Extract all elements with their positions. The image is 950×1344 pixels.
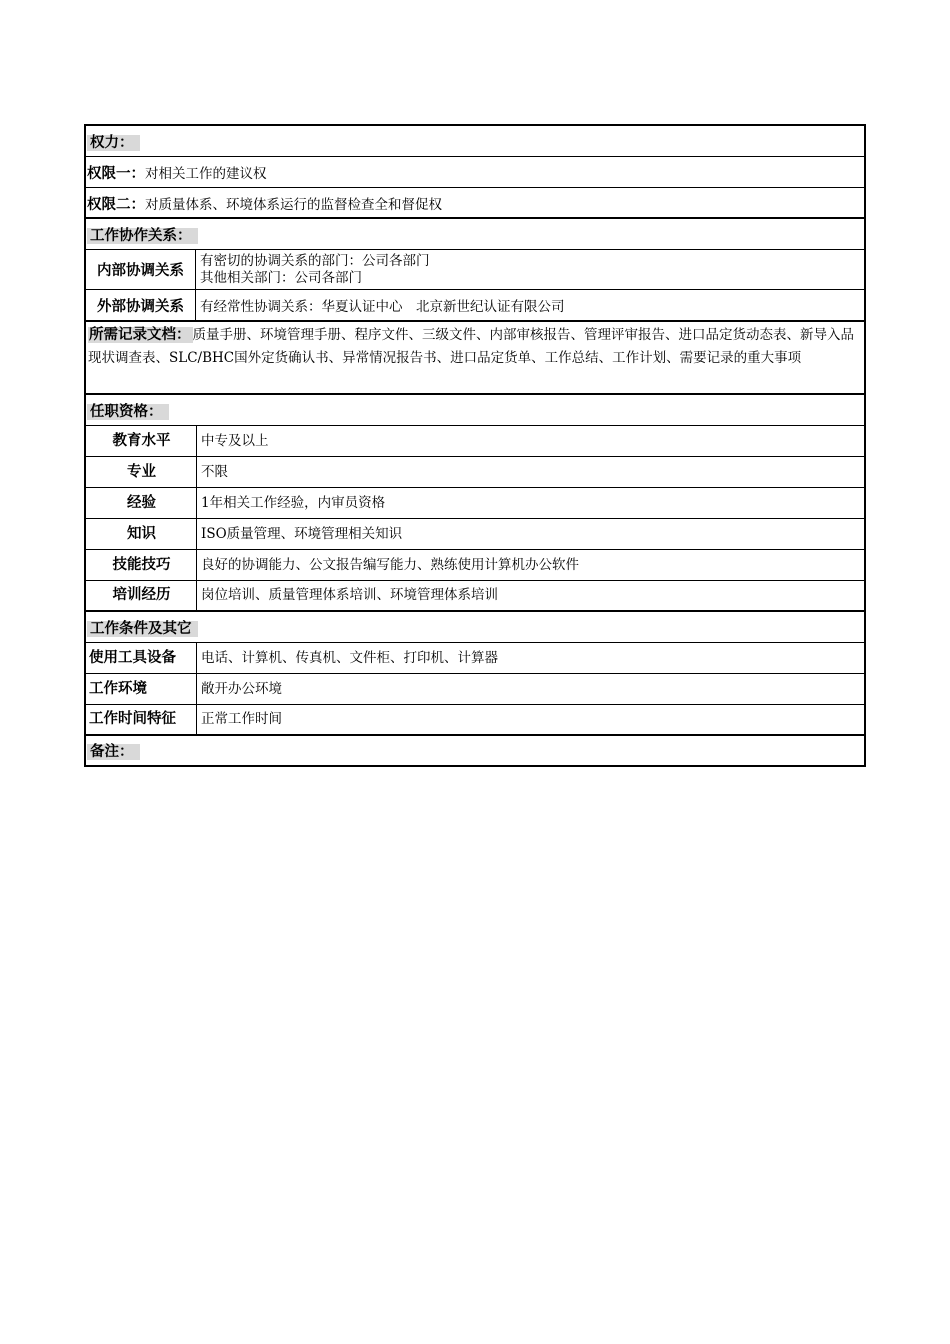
condition-label: 工作时间特征 [87, 705, 197, 734]
qualification-value: 良好的协调能力、公文报告编写能力、熟练使用计算机办公软件 [201, 556, 579, 573]
qualification-label: 技能技巧 [87, 550, 197, 580]
qualification-value: 1年相关工作经验，内审员资格 [201, 494, 386, 511]
qualification-value: 岗位培训、质量管理体系培训、环境管理体系培训 [201, 587, 498, 603]
remarks-row [86, 736, 864, 765]
qualification-row [86, 519, 864, 550]
required-records-value: 质量手册、环境管理手册、程序文件、三级文件、内部审核报告、管理评审报告、进口品定货动态表、新导入品现状调查表、SLC/BHC国外定货确认书、异常情况报告书、进口品定货单、工作总结、工作计划、需要记录的重大事项 [88, 327, 854, 366]
authority-1-label: 权限一： [87, 166, 145, 182]
condition-row [86, 643, 864, 674]
authority-2-label: 权限二： [87, 197, 145, 213]
qualification-label: 培训经历 [87, 581, 197, 610]
conditions-header: 工作条件及其它 [87, 621, 198, 637]
required-records-row [86, 322, 864, 395]
qualifications-section-header [86, 395, 864, 426]
condition-value: 电话、计算机、传真机、文件柜、打印机、计算器 [201, 649, 498, 666]
qualification-row [86, 550, 864, 581]
qualification-label: 教育水平 [87, 426, 197, 456]
power-header: 权力： [87, 135, 140, 151]
qualification-row [86, 488, 864, 519]
condition-value: 敞开办公环境 [201, 680, 282, 697]
job-description-table [84, 124, 866, 767]
qualification-row [86, 426, 864, 457]
condition-label: 使用工具设备 [87, 643, 197, 673]
power-section-header [86, 126, 864, 157]
cooperation-header: 工作协作关系： [87, 228, 198, 244]
authority-1-value: 对相关工作的建议权 [145, 166, 267, 182]
internal-coordination-label: 内部协调关系 [86, 250, 196, 289]
qualification-value: 不限 [201, 463, 228, 480]
condition-row [86, 705, 864, 736]
external-coordination-row [86, 290, 864, 322]
required-records-label: 所需记录文档： [89, 327, 191, 343]
qualification-label: 经验 [87, 488, 197, 518]
cooperation-section-header [86, 219, 864, 250]
authority-2-value: 对质量体系、环境体系运行的监督检查全和督促权 [145, 197, 442, 213]
remarks-header: 备注： [87, 744, 140, 760]
condition-row [86, 674, 864, 705]
qualification-value: 中专及以上 [201, 432, 269, 449]
conditions-section-header [86, 612, 864, 643]
authority-1-row [86, 157, 864, 188]
qualifications-header: 任职资格： [87, 404, 169, 420]
external-coordination-label: 外部协调关系 [86, 290, 196, 320]
qualification-label: 知识 [87, 519, 197, 549]
qualification-value: ISO质量管理、环境管理相关知识 [201, 525, 403, 542]
condition-label: 工作环境 [87, 674, 197, 704]
qualification-row [86, 457, 864, 488]
qualification-label: 专业 [87, 457, 197, 487]
internal-coordination-line-2: 其他相关部门：公司各部门 [200, 269, 362, 286]
internal-coordination-row [86, 250, 864, 290]
condition-value: 正常工作时间 [201, 711, 282, 727]
authority-2-row [86, 188, 864, 219]
qualification-row [86, 581, 864, 612]
external-coordination-value: 有经常性协调关系：华夏认证中心 北京新世纪认证有限公司 [200, 299, 565, 315]
internal-coordination-line-1: 有密切的协调关系的部门：公司各部门 [200, 252, 430, 269]
